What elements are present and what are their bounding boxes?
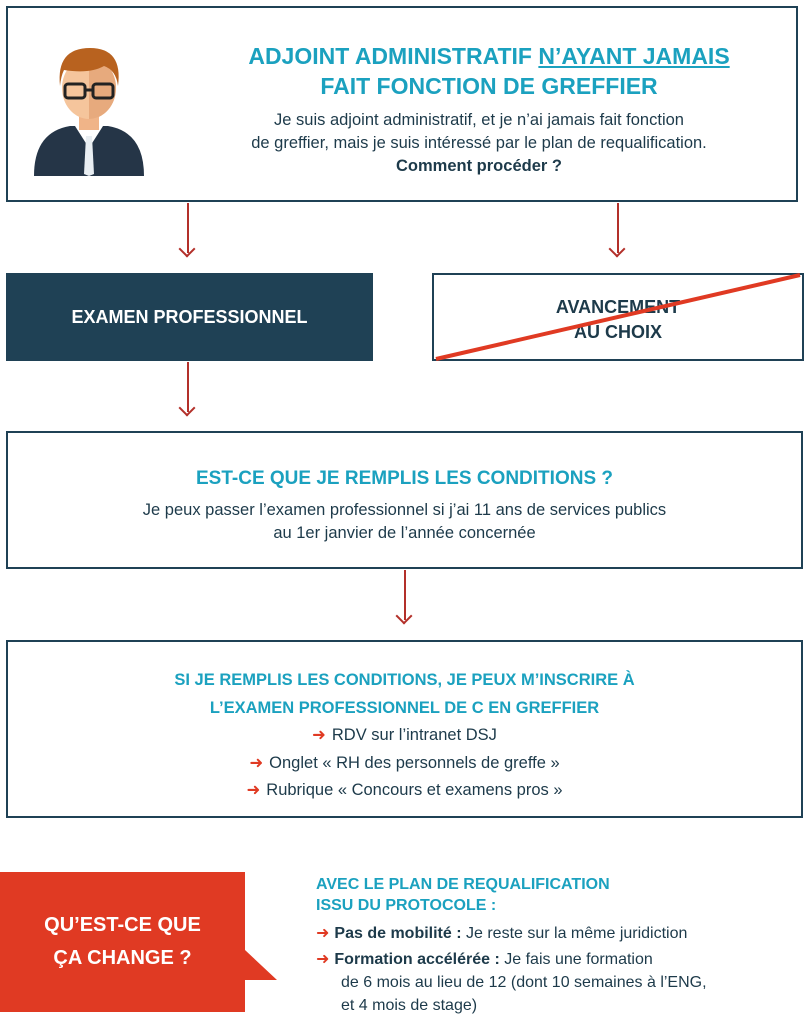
conditions-box <box>6 431 803 569</box>
header-desc-line1: Je suis adjoint administratif, et je n’ai jamais fait fonction <box>274 111 684 129</box>
arrow-down-left-2 <box>187 362 189 412</box>
right-arrow-icon: ➜ <box>316 951 330 968</box>
change-item-formation: ➜ Formation accélérée : Je fais une formation <box>316 951 653 968</box>
inscription-title-line2: L’EXAMEN PROFESSIONNEL DE C EN GREFFIER <box>209 699 600 717</box>
change-item-formation-line3: et 4 mois de stage) <box>341 997 478 1014</box>
header-box <box>6 6 798 202</box>
header-question: Comment procéder ? <box>396 157 562 175</box>
change-item-formation-line2: de 6 mois au lieu de 12 (dont 10 semaines à l’ENG, <box>341 974 707 991</box>
header-title-underline: N’AYANT JAMAIS <box>538 43 730 69</box>
change-item-mobilite: ➜ Pas de mobilité : Je reste sur la même juridiction <box>316 925 688 942</box>
conditions-title: EST-CE QUE JE REMPLIS LES CONDITIONS ? <box>196 468 613 489</box>
header-title-line1: ADJOINT ADMINISTRATIF N’AYANT JAMAIS <box>248 43 730 69</box>
inscription-step: ➜ Rubrique « Concours et examens pros » <box>246 781 563 799</box>
right-arrow-icon: ➜ <box>316 925 330 942</box>
change-badge-line2: ÇA CHANGE ? <box>53 947 192 969</box>
header-title-line2: FAIT FONCTION DE GREFFIER <box>320 73 658 99</box>
option-avancement-au-choix <box>432 273 804 361</box>
conditions-line1: Je peux passer l’examen professionnel si j’ai 11 ans de services publics <box>142 501 667 519</box>
arrow-down-right-1 <box>617 203 619 253</box>
change-badge-line1: QU’EST-CE QUE <box>44 914 201 936</box>
inscription-box <box>6 640 803 818</box>
change-title-line1: AVEC LE PLAN DE REQUALIFICATION <box>316 876 610 893</box>
option-examen-professionnel <box>6 273 373 361</box>
avatar-icon <box>30 36 148 176</box>
change-details <box>316 874 802 1017</box>
option-avancement-line1: AVANCEMENT <box>555 297 681 317</box>
change-title-line2: ISSU DU PROTOCOLE : <box>316 897 497 914</box>
right-arrow-icon: ➜ <box>246 781 261 799</box>
inscription-title-line1: SI JE REMPLIS LES CONDITIONS, JE PEUX M’INSCRIRE À <box>174 671 635 689</box>
arrow-down-left-1 <box>187 203 189 253</box>
strike-through-line <box>432 273 804 361</box>
conditions-line2: au 1er janvier de l’année concernée <box>273 524 536 542</box>
change-badge <box>0 872 245 1012</box>
right-arrow-icon: ➜ <box>312 726 326 744</box>
arrow-down-center <box>404 570 406 620</box>
option-avancement-line2: AU CHOIX <box>573 322 662 342</box>
inscription-step: ➜ RDV sur l’intranet DSJ <box>312 726 497 744</box>
right-arrow-icon: ➜ <box>249 753 264 772</box>
inscription-step: ➜ Onglet « RH des personnels de greffe » <box>249 753 560 772</box>
option-examen-label: EXAMEN PROFESSIONNEL <box>71 306 308 327</box>
header-desc-line2: de greffier, mais je suis intéressé par le plan de requalification. <box>251 134 707 152</box>
